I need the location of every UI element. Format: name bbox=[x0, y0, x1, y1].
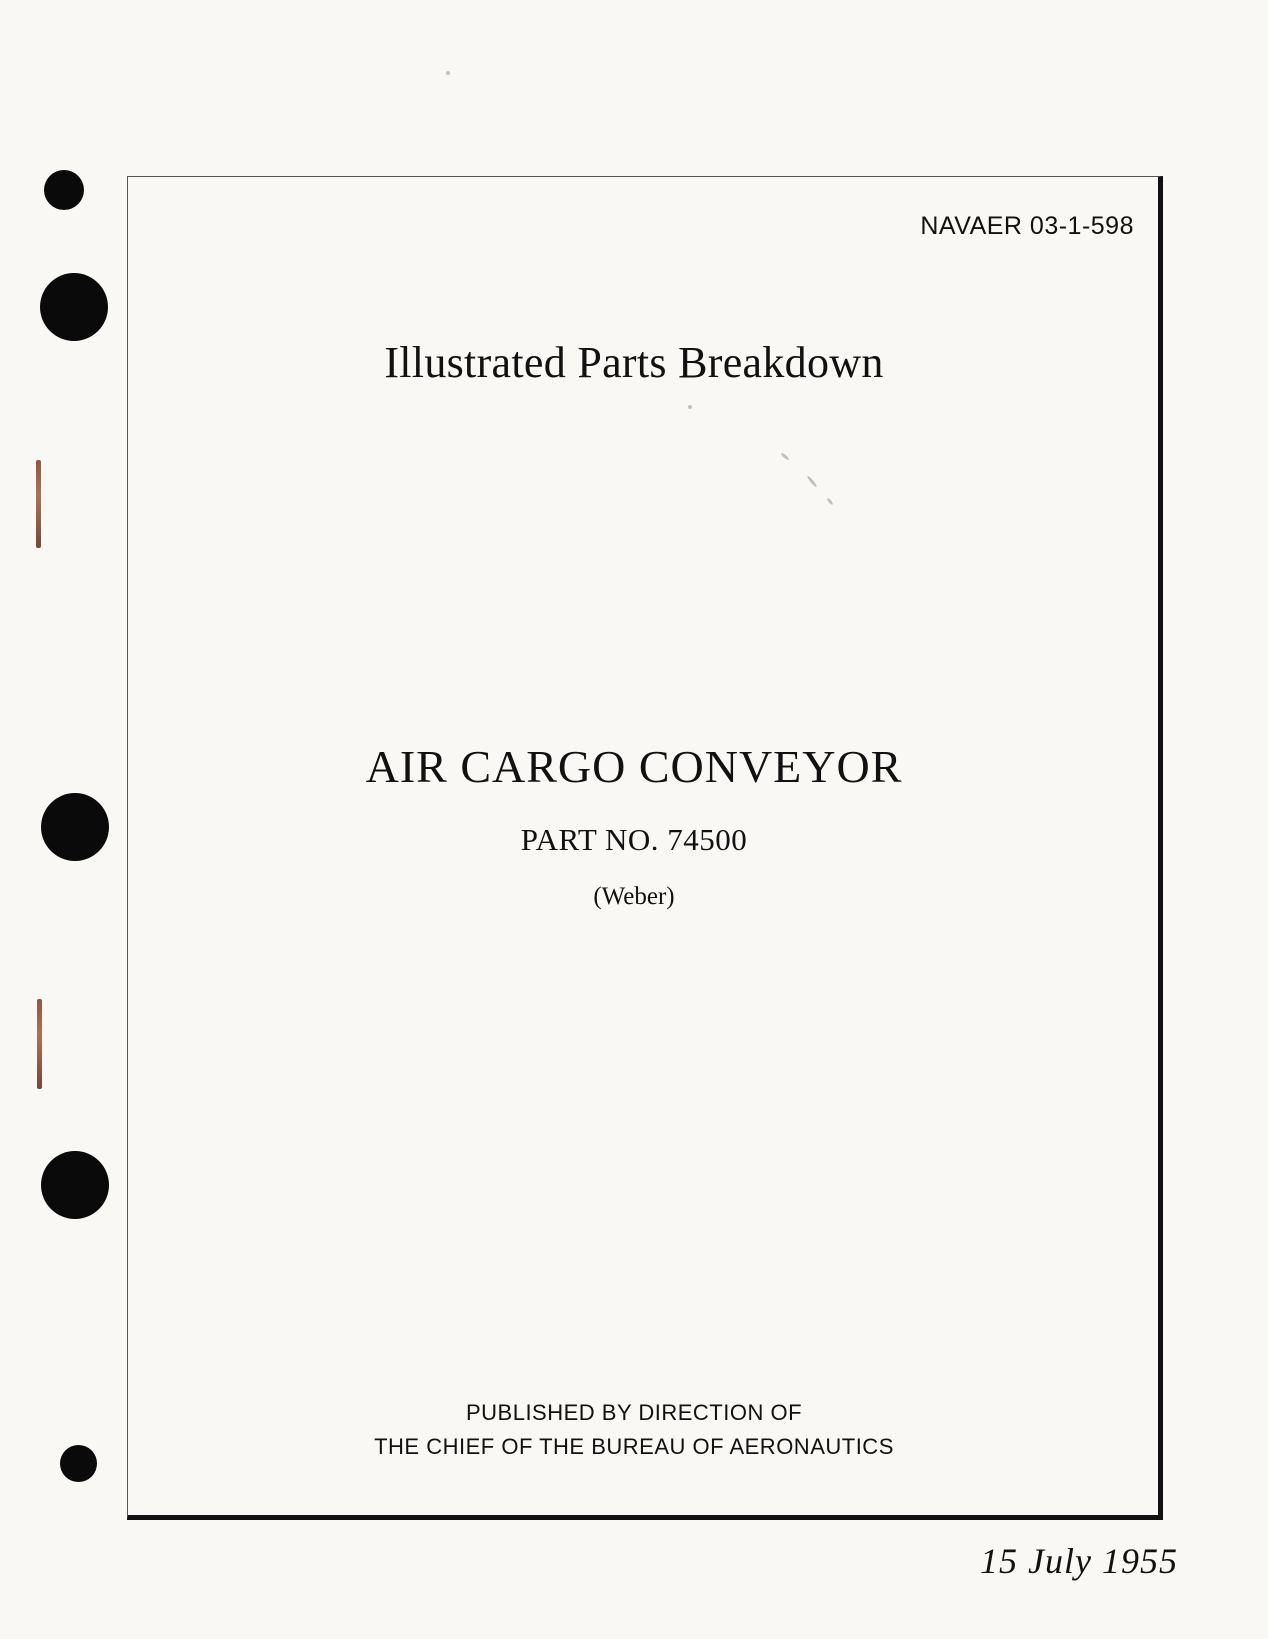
paper-speck bbox=[446, 71, 450, 75]
punch-hole-2 bbox=[40, 273, 108, 341]
part-number: PART NO. 74500 bbox=[520, 822, 748, 857]
staple-rust-mark bbox=[36, 460, 41, 548]
staple-rust-mark bbox=[37, 999, 42, 1089]
manufacturer-name: (Weber) bbox=[593, 883, 675, 910]
publication-date: 15 July 1955 bbox=[980, 1541, 1178, 1581]
punch-hole-1 bbox=[44, 170, 84, 210]
equipment-name: AIR CARGO CONVEYOR bbox=[365, 741, 903, 792]
publishing-authority bbox=[0, 1396, 1268, 1464]
document-number: NAVAER 03-1-598 bbox=[920, 212, 1134, 240]
authority-line-2: THE CHIEF OF THE BUREAU OF AERONAUTICS bbox=[374, 1434, 894, 1459]
document-title: Illustrated Parts Breakdown bbox=[384, 338, 884, 387]
punch-hole-4 bbox=[41, 1151, 109, 1219]
authority-line-1: PUBLISHED BY DIRECTION OF bbox=[465, 1400, 803, 1425]
